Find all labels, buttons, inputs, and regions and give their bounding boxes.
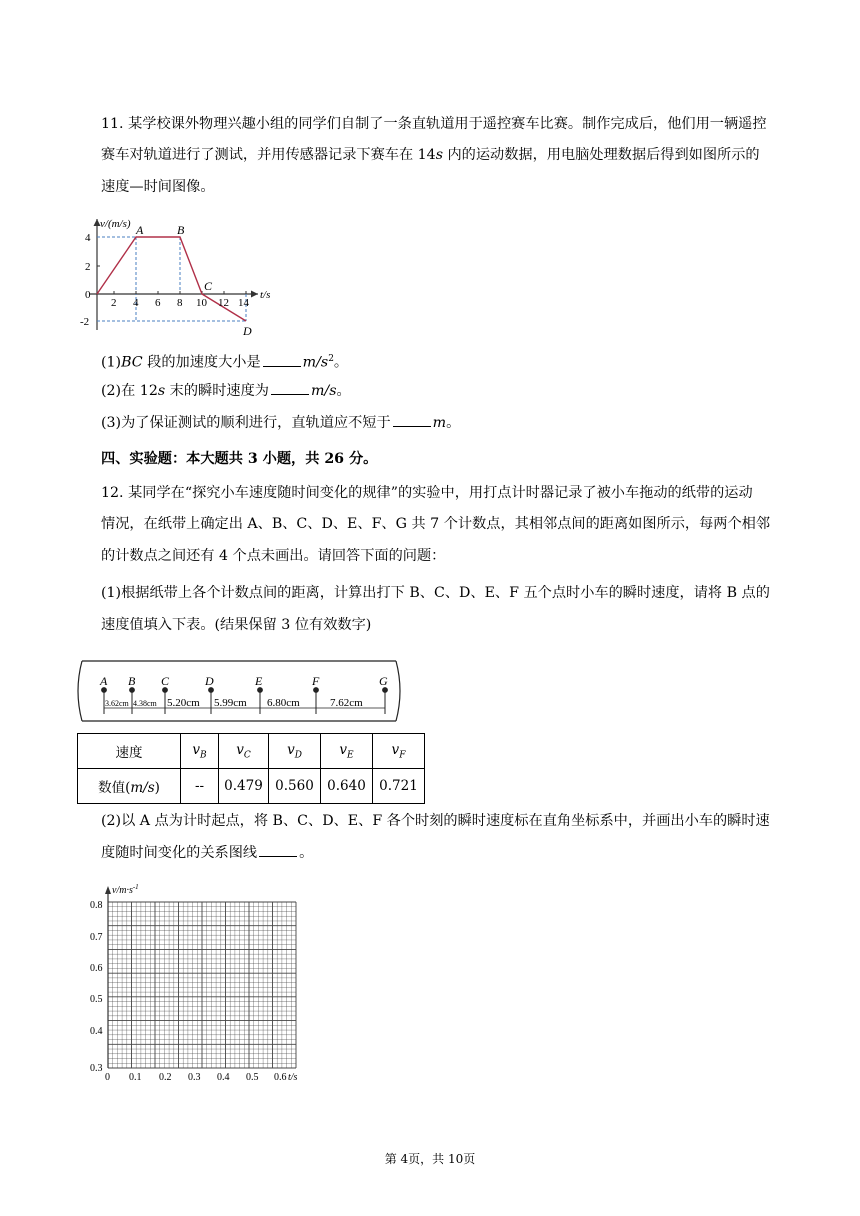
svg-text:0.6: 0.6: [90, 963, 103, 974]
q12-line2: 情况，在纸带上确定出 A、B、C、D、E、F、G 共 7 个计数点，其相邻点间的距离如图所示，每两个相邻: [101, 516, 771, 532]
q11-sub2-end: 。: [336, 383, 351, 399]
q11-sub3: [101, 414, 781, 433]
q11-sub1-unit: m/s: [302, 354, 329, 371]
svg-text:C: C: [161, 674, 170, 688]
q12-sub1-line1: (1)根据纸带上各个计数点间的距离，计算出打下 B、C、D、E、F 五个点时小车的瞬时速度，请将 B 点的: [101, 585, 770, 601]
v-subscript: B: [200, 750, 207, 761]
vt-ylabel: v/(m/s): [100, 218, 131, 230]
q11-sub3-text: (3)为了保证测试的顺利进行，直轨道应不短于: [101, 415, 391, 431]
vt-graph: [80, 213, 280, 343]
q11-text-end: 内的运动数据，用电脑处理数据后得到如图所示的: [442, 147, 760, 163]
q11-sub3-unit: m: [432, 415, 447, 431]
svg-text:0.3: 0.3: [90, 1063, 103, 1074]
q11-sub1-text: 段的加速度大小是: [142, 354, 261, 371]
svg-text:G: G: [379, 674, 388, 688]
svg-text:0: 0: [105, 1072, 110, 1083]
table-header-cell: [219, 734, 269, 769]
svg-text:E: E: [255, 674, 263, 688]
paper-tape: [74, 658, 414, 724]
svg-text:0.4: 0.4: [217, 1072, 230, 1083]
vt-xlabel: t/s: [260, 289, 271, 301]
vt-ytick: -2: [80, 316, 90, 328]
q11-text: 赛车对轨道进行了测试，并用传感器记录下赛车在: [101, 147, 418, 163]
table-cell-vb[interactable]: --: [181, 769, 219, 804]
table-cell: 0.479: [219, 769, 269, 804]
grid-lines: [108, 902, 296, 1068]
q11-sub2-time: 12: [139, 383, 158, 399]
vt-ytick: 4: [85, 232, 91, 244]
q11-sub1-exp: 2: [328, 354, 334, 364]
svg-text:0.5: 0.5: [246, 1072, 259, 1083]
q12-sub1-line2: 速度值填入下表。(结果保留 3 位有效数字): [101, 617, 372, 633]
table-cell: 0.560: [269, 769, 321, 804]
table-header-label: 速度: [78, 734, 181, 769]
q11-sub1-num: (1): [101, 354, 122, 371]
v-subscript: E: [347, 750, 354, 761]
page-footer: 第 4页，共 10页: [384, 1152, 476, 1166]
answer-blank[interactable]: [271, 382, 309, 395]
v-subscript: F: [399, 750, 406, 761]
q11-sub2-text: (2)在: [101, 383, 140, 399]
v-symbol: v: [339, 741, 348, 758]
section-heading: 四、实验题：本大题共 3 小题，共 26 分。: [101, 451, 378, 467]
vt-point-label: A: [136, 223, 144, 237]
vt-xtick: 10: [196, 297, 207, 309]
svg-text:t/s: t/s: [288, 1072, 298, 1083]
answer-blank[interactable]: [259, 844, 297, 857]
v-symbol: v: [287, 741, 295, 758]
row-label-pre: 数值(: [98, 780, 131, 796]
table-row-label: [78, 769, 181, 804]
v-subscript: D: [294, 750, 302, 761]
table-row: [78, 769, 425, 804]
row-label-post: ): [154, 780, 160, 796]
velocity-table: [77, 733, 425, 804]
q12-line1: 12. 某同学在“探究小车速度随时间变化的规律”的实验中，用打点计时器记录了被小车拖动的纸带的运动: [101, 485, 753, 501]
svg-text:4.38cm: 4.38cm: [133, 699, 157, 708]
q11-sub3-end: 。: [446, 415, 461, 431]
row-label-unit: m/s: [130, 780, 155, 796]
svg-text:0.2: 0.2: [159, 1072, 172, 1083]
svg-text:D: D: [205, 674, 214, 688]
q12-line3: 的计数点之间还有 4 个点未画出。请回答下面的问题：: [101, 548, 446, 564]
grid-ylabel: $v/m\cdot s^{-1}$: [112, 883, 139, 896]
answer-blank[interactable]: [393, 414, 431, 427]
table-cell: 0.721: [373, 769, 425, 804]
q11-line1: 11. 某学校课外物理兴趣小组的同学们自制了一条直轨道用于遥控赛车比赛。制作完成后，他们用一辆遥控: [101, 116, 767, 132]
v-symbol: v: [391, 741, 400, 758]
q11-sub2-s: s: [157, 383, 166, 399]
v-symbol: v: [236, 741, 244, 758]
q12-sub2-end: 。: [299, 845, 314, 861]
svg-text:0.5: 0.5: [90, 994, 103, 1005]
vt-ytick: 0: [85, 289, 91, 301]
svg-text:F: F: [312, 674, 320, 688]
table-row: [78, 734, 425, 769]
vt-xtick: 4: [133, 297, 139, 309]
svg-text:5.99cm: 5.99cm: [214, 697, 247, 709]
vt-point-label: B: [177, 223, 185, 237]
vt-ytick: 2: [85, 261, 91, 273]
vt-xtick: 12: [218, 297, 229, 309]
svg-text:6.80cm: 6.80cm: [267, 697, 300, 709]
table-header-cell: [269, 734, 321, 769]
q11-sub1: [101, 350, 781, 373]
answer-blank[interactable]: [263, 354, 301, 367]
q11-sub1-bc: BC: [121, 354, 143, 371]
q12-sub2-line1: (2)以 A 点为计时起点，将 B、C、D、E、F 各个时刻的瞬时速度标在直角坐标系中，并画出小车的瞬时速: [101, 813, 770, 829]
table-cell: 0.640: [321, 769, 373, 804]
svg-text:7.62cm: 7.62cm: [330, 697, 363, 709]
vt-point-label: D: [243, 324, 252, 338]
q11-time: 14: [417, 147, 436, 163]
vt-xtick: 6: [155, 297, 161, 309]
q11-sub2: [101, 382, 781, 401]
table-header-cell: [321, 734, 373, 769]
svg-text:0.1: 0.1: [129, 1072, 142, 1083]
q11-line3: 速度—时间图像。: [101, 179, 215, 195]
q12-sub2-line2: [101, 844, 781, 863]
svg-text:0.4: 0.4: [90, 1026, 103, 1037]
q11-sub1-end: 。: [333, 354, 349, 371]
svg-text:B: B: [128, 674, 136, 688]
v-subscript: C: [243, 750, 251, 761]
v-symbol: v: [192, 741, 200, 758]
vt-xtick: 2: [111, 297, 117, 309]
q12-sub2-text: 度随时间变化的关系图线: [101, 845, 258, 861]
svg-text:A: A: [100, 674, 108, 688]
svg-text:5.20cm: 5.20cm: [167, 697, 200, 709]
vt-xtick: 14: [238, 297, 249, 309]
svg-text:0.3: 0.3: [188, 1072, 201, 1083]
q11-unit: s: [435, 147, 443, 163]
grid-graph: [86, 880, 316, 1090]
q11-sub2-unit: m/s: [310, 383, 337, 399]
svg-text:0.8: 0.8: [90, 900, 103, 911]
q11-line2: [101, 146, 781, 165]
vt-point-label: C: [204, 279, 213, 293]
table-header-cell: [181, 734, 219, 769]
svg-text:3.62cm: 3.62cm: [105, 699, 129, 708]
svg-text:0.6: 0.6: [274, 1072, 287, 1083]
table-header-cell: [373, 734, 425, 769]
q11-sub2-mid: 末的瞬时速度为: [165, 383, 269, 399]
vt-xtick: 8: [177, 297, 183, 309]
svg-text:0.7: 0.7: [90, 932, 103, 943]
